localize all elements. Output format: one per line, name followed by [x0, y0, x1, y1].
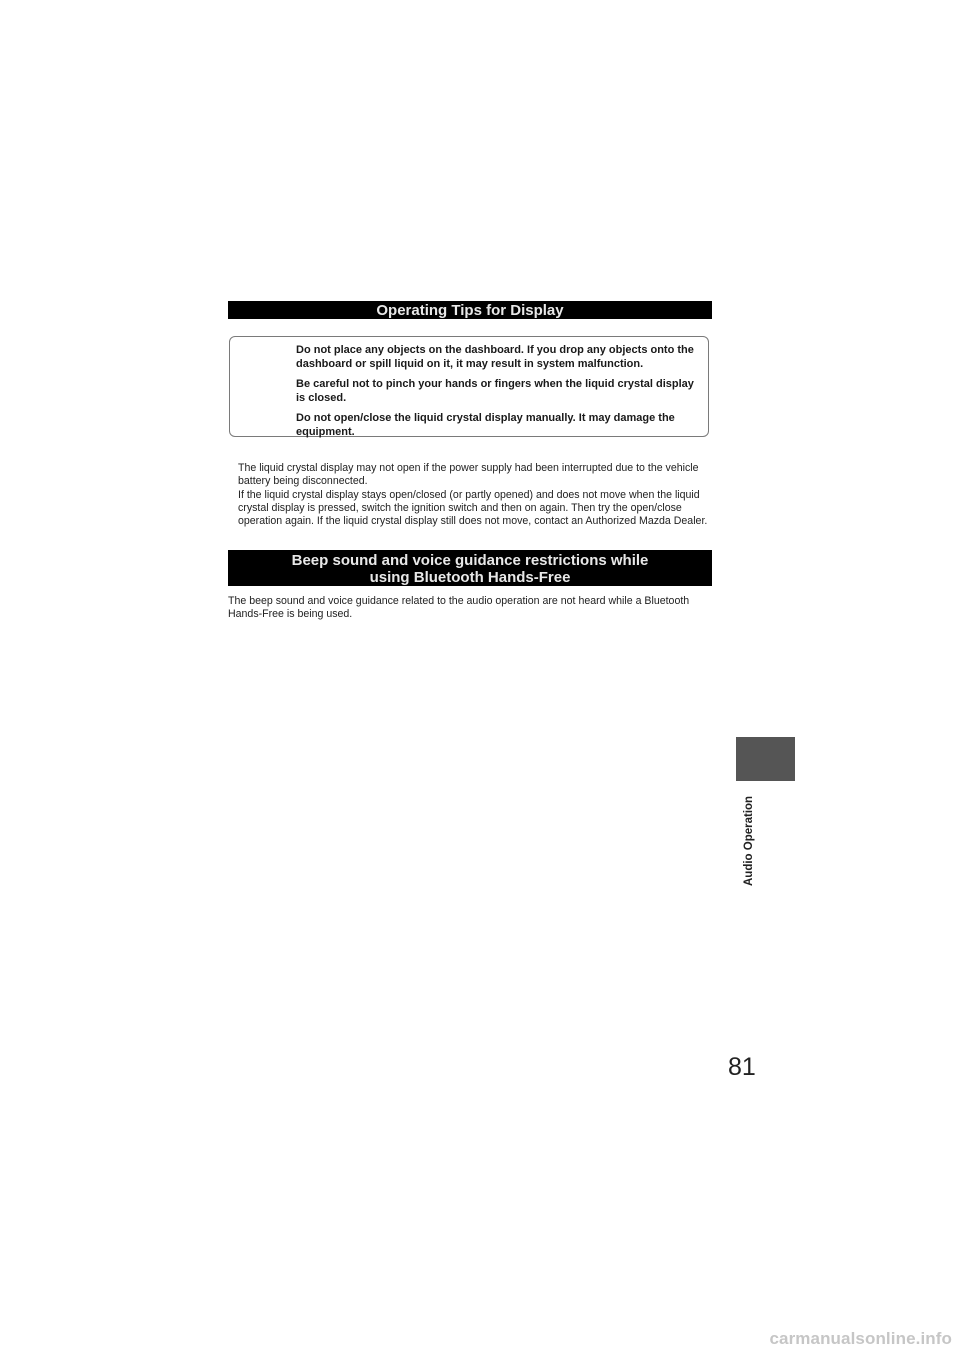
notice-paragraph: If the liquid crystal display stays open/closed (or partly opened) and does not move when the liquid crystal display is pressed, switch the ignition switch and then on again. Then try the open/close operation again. If the liquid crystal display still does not move, contact an Authorized Mazda Dealer. — [238, 488, 708, 528]
page-number: 81 — [728, 1053, 756, 1081]
caution-list — [296, 343, 706, 445]
section-title-line: using Bluetooth Hands-Free — [369, 569, 571, 586]
caution-item: Do not place any objects on the dashboard. If you drop any objects onto the dashboard or spill liquid on it, it may result in system malfunction. — [296, 344, 694, 370]
notice-block — [238, 462, 712, 528]
caution-item: Be careful not to pinch your hands or fingers when the liquid crystal display is closed. — [296, 378, 694, 404]
watermark: carmanualsonline.info — [769, 1329, 952, 1348]
caution-item: Do not open/close the liquid crystal display manually. It may damage the equipment. — [296, 412, 675, 438]
chapter-label: Audio Operation — [743, 795, 755, 886]
section-title: Operating Tips for Display — [376, 302, 564, 319]
section-title-line: Beep sound and voice guidance restrictions while — [291, 552, 649, 569]
section-header-beep-sound — [228, 550, 712, 586]
notice-paragraph: The liquid crystal display may not open if the power supply had been interrupted due to the vehicle battery being disconnected. — [238, 462, 699, 488]
chapter-tab — [736, 737, 795, 781]
section-header-operating-tips — [228, 301, 712, 319]
body-paragraph: The beep sound and voice guidance related to the audio operation are not heard while a Bluetooth Hands-Free is being used. — [228, 595, 690, 621]
